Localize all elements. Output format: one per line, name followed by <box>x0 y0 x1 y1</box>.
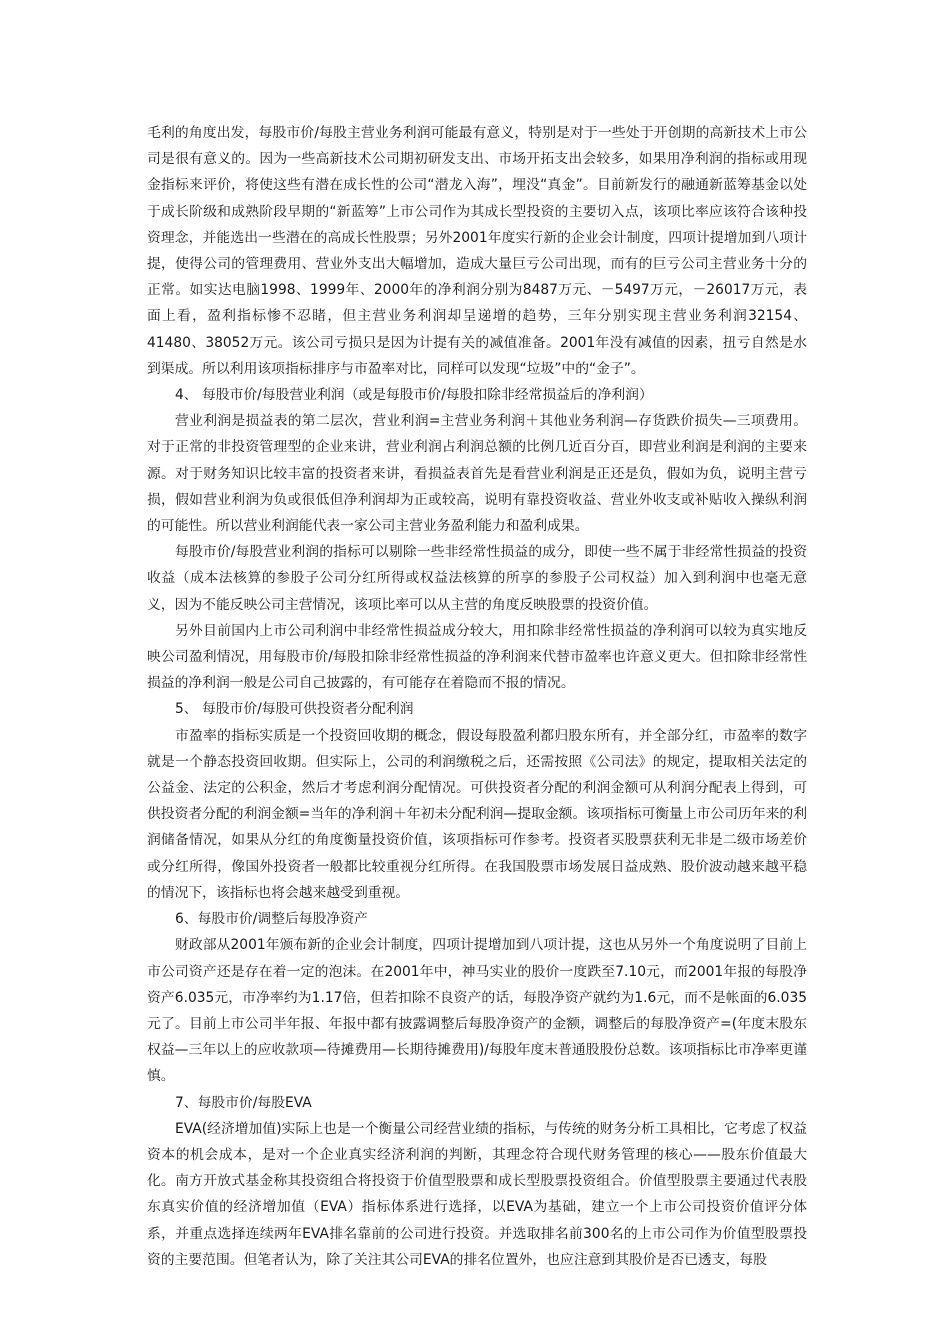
paragraph-adjusted-net-assets: 财政部从2001年颁布新的企业会计制度，四项计提增加到八项计提，这也从另外一个角度说明了目前上市公司资产还是存在着一定的泡沫。在2001年中，神马实业的股价一度跌至7.10元，而2001年报的每股净资产6.035元，市净率约为1.17倍，但若扣除不良资产的话，每股净资产就约为1.6元，而不是帐面的6.035元了。目前上市公司半年报、年报中都有披露调整后每股净资产的金额，调整后的每股净资产=(年度末股东权益—三年以上的应收款项—待摊费用—长期待摊费用)/每股年度末普通股股份总数。该项指标比市净率更谨慎。 <box>147 937 807 1085</box>
paragraph-operating-profit-definition: 营业利润是损益表的第二层次，营业利润=主营业务利润＋其他业务利润—存货跌价损失—三项费用。对于正常的非投资管理型的企业来讲，营业利润占利润总额的比例几近百分百，即营业利润是利润的主要来源。对于财务知识比较丰富的投资者来讲，看损益表首先是看营业利润是正还是负，假如为负，说明主营亏损，假如营业利润为负或很低但净利润却为正或较高，说明有靠投资收益、营业外收支或补贴收入操纵利润的可能性。所以营业利润能代表一家公司主营业务盈利能力和盈利成果。 <box>147 413 807 535</box>
heading-operating-profit-ratio: 4、 每股市价/每股营业利润（或是每股市价/每股扣除非经常损益后的净利润） <box>175 387 653 404</box>
paragraph-gross-profit-ratio: 毛利的角度出发，每股市价/每股主营业务利润可能最有意义，特别是对于一些处于开创期的高新技术上市公司是很有意义的。因为一些高新技术公司期初研发支出、市场开拓支出会较多，如果用净利润的指标或用现金指标来评价，将使这些有潜在成长性的公司“潜龙入海”，埋没“真金”。目前新发行的融通新蓝筹基金以处于成长阶级和成熟阶段早期的“新蓝筹”上市公司作为其成长型投资的主要切入点，该项比率应该符合该种投资理念，并能选出一些潜在的高成长性股票；另外2001年度实行新的企业会计制度，四项计提增加到八项计提，使得公司的管理费用、营业外支出大幅增加，造成大量巨亏公司出现，而有的巨亏公司主营业务十分的正常。如实达电脑1998、1999年、2000年的净利润分别为8487万元、－5497万元，－26017万元，表面上看，盈利指标惨不忍睹，但主营业务利润却呈递增的趋势，三年分别实现主营业务利润32154、41480、38052万元。该公司亏损只是因为计提有关的减值准备。2001年没有减值的因素，扭亏自然是水到渠成。所以利用该项指标排序与市盈率对比，同样可以发现“垃圾”中的“金子”。 <box>147 125 807 377</box>
paragraph-eva: EVA(经济增加值)实际上也是一个衡量公司经营业绩的指标，与传统的财务分析工具相比，它考虑了权益资本的机会成本，是对一个企业真实经济利润的判断，其理念符合现代财务管理的核心——股东价值最大化。南方开放式基金称其投资组合将投资于价值型股票和成长型股票投资组合。价值型股票主要通过代表股东真实价值的经济增加值（EVA）指标体系进行选择，以EVA为基础，建立一个上市公司投资价值评分体系，并重点选择连续两年EVA排名靠前的公司进行投资。并选取排名前300名的上市公司作为价值型股票投资的主要范围。但笔者认为，除了关注其公司EVA的排名位置外，也应注意到其股价是否已透支，每股 <box>147 1120 807 1268</box>
paragraph-operating-profit-indicator: 每股市价/每股营业利润的指标可以剔除一些非经常性损益的成分，即使一些不属于非经常性损益的投资收益（成本法核算的参股子公司分红所得或权益法核算的所享的参股子公司权益）加入到利润中也毫无意义，因为不能反映公司主营情况，该项比率可以从主营的角度反映股票的投资价值。 <box>147 544 807 613</box>
heading-eva-ratio: 7、每股市价/每股EVA <box>175 1094 312 1111</box>
document-page <box>147 120 807 1273</box>
paragraph-non-recurring-gains: 另外目前国内上市公司利润中非经常性损益成分较大，用扣除非经常性损益的净利润可以较为真实地反映公司盈利情况，用每股市价/每股扣除非经常性损益的净利润来代替市盈率也许意义更大。但扣除非经常性损益的净利润一般是公司自己披露的，有可能存在着隐而不报的情况。 <box>147 622 807 692</box>
heading-adjusted-net-assets-ratio: 6、每股市价/调整后每股净资产 <box>175 911 368 928</box>
heading-distributable-profit-ratio: 5、 每股市价/每股可供投资者分配利润 <box>175 701 414 718</box>
paragraph-pe-payback-period: 市盈率的指标实质是一个投资回收期的概念，假设每股盈利都归股东所有，并全部分红，市盈率的数字就是一个静态投资回收期。但实际上，公司的利润缴税之后，还需按照《公司法》的规定，提取相关法定的公益金、法定的公积金，然后才考虑利润分配情况。可供投资者分配的利润金额可从利润分配表上得到，可供投资者分配的利润金额=当年的净利润＋年初未分配利润—提取金额。该项指标可衡量上市公司历年来的利润储备情况，如果从分红的角度衡量投资价值，该项指标可作参考。投资者买股票获利无非是二级市场差价或分红所得，像国外投资者一般都比较重视分红所得。在我国股票市场发展日益成熟、股价波动越来越平稳的情况下，该指标也将会越来越受到重视。 <box>147 727 808 901</box>
